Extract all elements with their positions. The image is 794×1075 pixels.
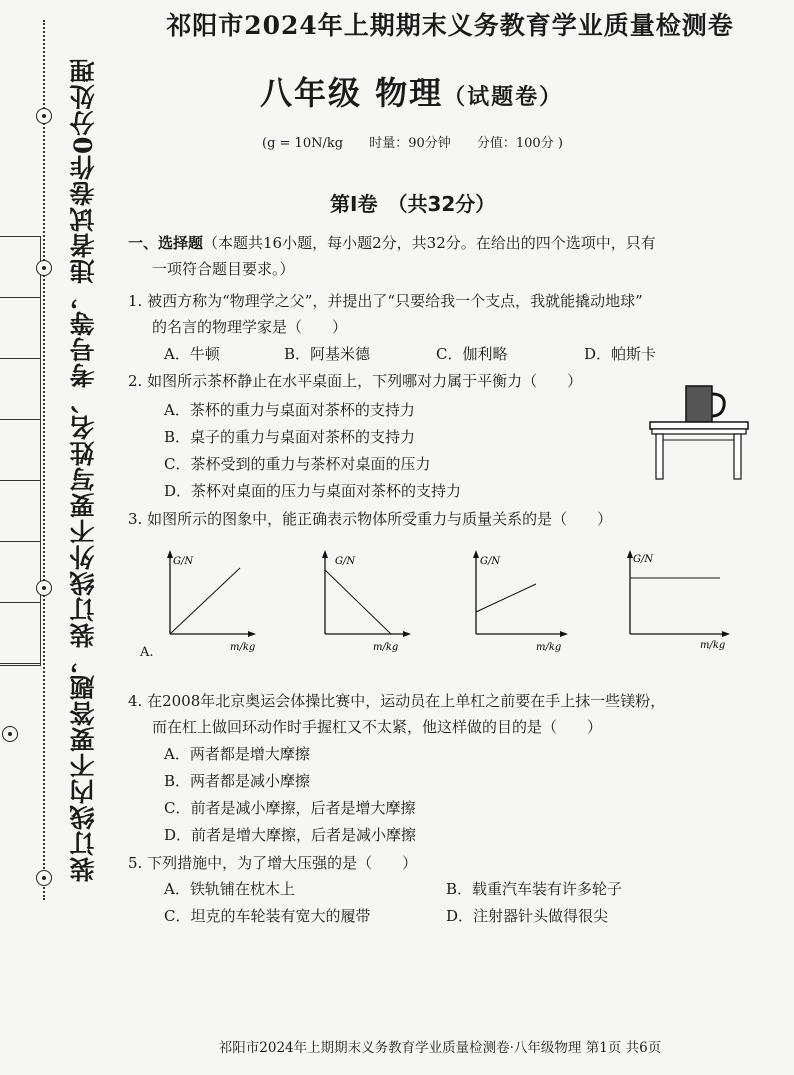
gravity-constant: (g = 10N/kg	[262, 136, 344, 151]
q5-option-c[interactable]: C．坦克的车轮装有宽大的履带	[164, 907, 371, 925]
binding-dotted-line	[43, 20, 45, 900]
q3-b-x-label: m/kg	[373, 642, 399, 653]
q2-option-c[interactable]: C．茶杯受到的重力与茶杯对桌面的压力	[164, 455, 431, 473]
q5-option-a[interactable]: A．铁轨铺在枕木上	[164, 880, 295, 898]
section-intro	[128, 230, 748, 256]
q2-option-d[interactable]: D．茶杯对桌面的压力与桌面对茶杯的支持力	[164, 482, 462, 500]
total-score: 分值：100分 )	[476, 136, 563, 151]
q3-option-a-label: A.	[140, 645, 154, 660]
q1-option-b[interactable]: B．阿基米德	[284, 345, 371, 363]
q3-graph-c[interactable]	[446, 544, 576, 658]
binding-hole-icon	[2, 726, 18, 742]
exam-info	[262, 132, 585, 151]
grade-subject-text: 八年级 物理	[260, 74, 444, 112]
cup-on-table-figure	[646, 382, 756, 482]
q3-c-x-label: m/kg	[536, 642, 562, 653]
q2-option-b[interactable]: B．桌子的重力与桌面对茶杯的支持力	[164, 428, 416, 446]
section-intro-2: 一项符合题目要求。）	[152, 260, 295, 278]
q3-c-y-label: G/N	[480, 556, 501, 567]
question-1-stem: 1. 被西方称为“物理学之父”，并提出了“只要给我一个支点，我就能撬动地球”	[128, 292, 643, 310]
question-3-stem: 3. 如图所示的图象中，能正确表示物体所受重力与质量关系的是（ ）	[128, 510, 613, 528]
q5-option-b[interactable]: B．载重汽车装有许多轮子	[446, 880, 623, 898]
section-intro-text: （本题共16小题，每小题2分，共32分。在给出的四个选项中，只有	[203, 234, 656, 252]
q5-option-d[interactable]: D．注射器针头做得很尖	[446, 907, 609, 925]
exam-title: 祁阳市2024年上期期末义务教育学业质量检测卷	[166, 11, 734, 40]
q3-d-y-label: G/N	[633, 554, 654, 565]
grade-subject	[260, 68, 563, 114]
q3-graph-b[interactable]	[295, 544, 415, 658]
q3-graph-d[interactable]	[600, 544, 740, 658]
table-icon	[650, 422, 748, 479]
question-5-stem: 5. 下列措施中，为了增大压强的是（ ）	[128, 854, 418, 872]
section-label: 一、选择题	[128, 234, 204, 252]
q4-option-c[interactable]: C．前者是减小摩擦，后者是增大摩擦	[164, 799, 416, 817]
q1-option-d[interactable]: D．帕斯卡	[584, 345, 657, 363]
q1-option-c[interactable]: C．伽利略	[436, 345, 508, 363]
page-footer: 祁阳市2024年上期期末义务教育学业质量检测卷·八年级物理 第1页 共6页	[218, 1040, 662, 1056]
binding-instruction: 装订线内不要答题，装订线外不要写姓名、考号等，违者试卷作0分处理	[69, 57, 98, 883]
q3-a-y-label: G/N	[173, 556, 194, 567]
q3-graph-a[interactable]	[140, 544, 260, 658]
binding-hole-icon	[36, 108, 52, 124]
question-1-stem-2: 的名言的物理学家是（ ）	[152, 318, 348, 336]
q1-option-a[interactable]: A．牛顿	[164, 345, 220, 363]
binding-hole-icon	[36, 260, 52, 276]
paper-type: （试题卷）	[443, 84, 564, 110]
cup-icon	[686, 386, 724, 422]
question-2-stem: 2. 如图所示茶杯静止在水平桌面上，下列哪对力属于平衡力（ ）	[128, 372, 583, 390]
volume-heading: 第Ⅰ卷 （共32分）	[330, 192, 496, 216]
binding-info-boxes	[0, 236, 41, 666]
q2-option-a[interactable]: A．茶杯的重力与桌面对茶杯的支持力	[164, 401, 415, 419]
q3-a-x-label: m/kg	[230, 642, 256, 653]
binding-hole-icon	[36, 580, 52, 596]
q4-option-b[interactable]: B．两者都是减小摩擦	[164, 772, 311, 790]
q4-option-d[interactable]: D．前者是增大摩擦，后者是减小摩擦	[164, 826, 417, 844]
question-4-stem: 4. 在2008年北京奥运会体操比赛中，运动员在上单杠之前要在手上抹一些镁粉，	[128, 692, 666, 710]
q3-d-x-label: m/kg	[700, 640, 726, 651]
question-4-stem-2: 而在杠上做回环动作时手握杠又不太紧，他这样做的目的是（ ）	[152, 718, 603, 736]
binding-hole-icon	[36, 870, 52, 886]
q4-option-a[interactable]: A．两者都是增大摩擦	[164, 745, 310, 763]
q3-b-y-label: G/N	[335, 556, 356, 567]
time-limit: 时量：90分钟	[369, 136, 451, 151]
